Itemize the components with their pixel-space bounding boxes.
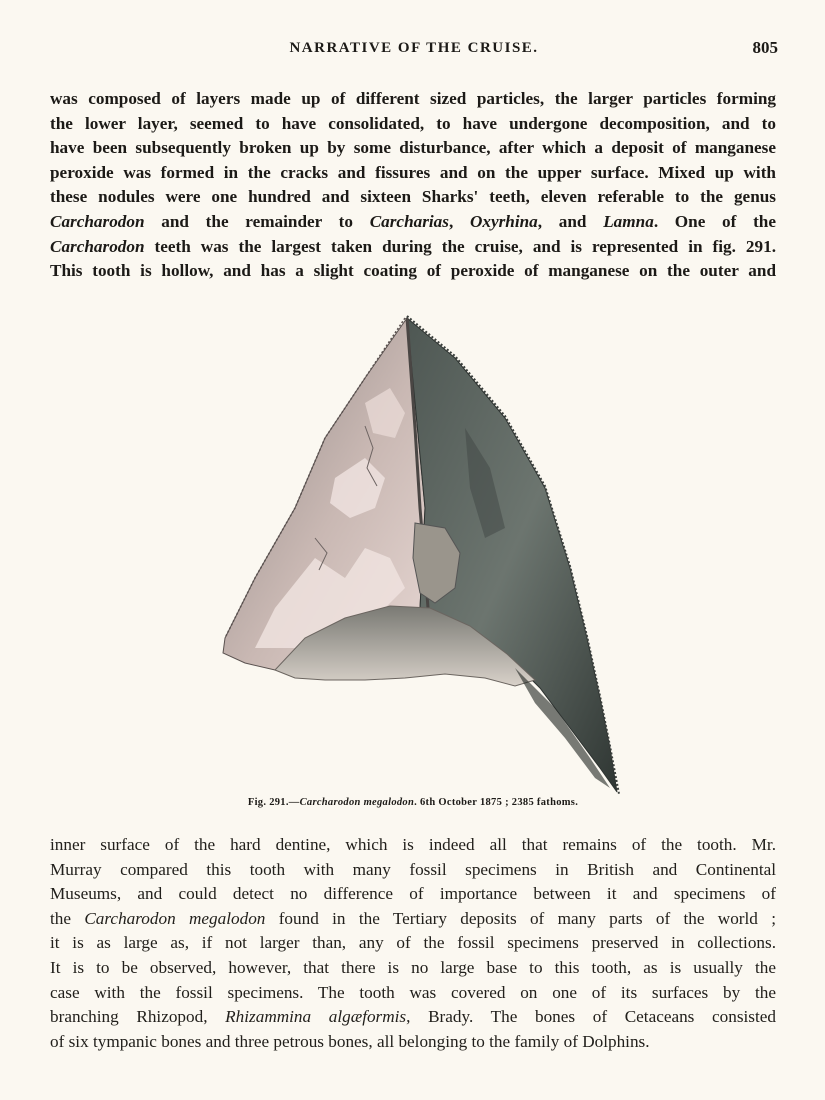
caption-details: . 6th October 1875 ; 2385 fathoms.	[414, 797, 579, 808]
paragraph-upper	[50, 87, 776, 284]
text-line: peroxide was formed in the cracks and fissures and on the upper surface. Mixed up with	[50, 162, 776, 182]
text-fragment: . One of the	[653, 211, 776, 231]
figure-caption	[50, 797, 776, 808]
text-line: of six tympanic bones and three petrous bones, all belonging to the family of Dolphins.	[50, 1031, 650, 1051]
text-line: It is to be observed, however, that there is no large base to this tooth, as is usually the	[50, 957, 776, 977]
running-head	[50, 40, 778, 64]
text-fragment: branching Rhizopod,	[50, 1007, 226, 1027]
text-line	[50, 1005, 776, 1030]
genus-name: Lamna	[603, 211, 654, 231]
genus-name: Carcharodon	[50, 236, 145, 256]
species-name: Carcharodon megalodon	[84, 908, 266, 928]
text-line: the lower layer, seemed to have consolidated, to have undergone decomposition, and to	[50, 113, 776, 133]
genus-name: Oxyrhina	[469, 211, 538, 231]
text-line	[50, 210, 776, 235]
genus-name: Carcharodon	[50, 211, 145, 231]
text-line	[50, 907, 776, 932]
running-title: NARRATIVE OF THE CRUISE.	[289, 40, 539, 56]
text-line: was composed of layers made up of different sized particles, the larger particles forming	[50, 89, 776, 108]
text-line: inner surface of the hard dentine, which is indeed all that remains of the tooth. Mr.	[50, 835, 776, 854]
text-fragment: , and	[537, 211, 604, 231]
shark-tooth-illustration	[215, 308, 635, 800]
caption-label: Fig. 291.—	[247, 797, 300, 808]
text-fragment: , Brady. The bones of Cetaceans consisted	[406, 1007, 776, 1027]
paragraph-lower	[50, 833, 776, 1054]
text-fragment: ,	[448, 211, 470, 231]
text-line: Museums, and could detect no difference of importance between it and specimens of	[50, 884, 776, 904]
text-fragment: found in the Tertiary deposits of many parts of the world ;	[265, 908, 777, 928]
text-fragment: teeth was the largest taken during the cruise, and is represented in fig. 291.	[144, 236, 776, 256]
text-line: it is as large as, if not larger than, any of the fossil specimens preserved in collections.	[50, 933, 776, 953]
text-fragment: the	[50, 908, 85, 928]
text-line: case with the fossil specimens. The tooth was covered on one of its surfaces by the	[50, 982, 776, 1002]
figure-shark-tooth	[215, 308, 635, 800]
text-line: these nodules were one hundred and sixteen Sharks' teeth, eleven referable to the genus	[50, 187, 776, 207]
species-name: Rhizammina algæformis	[225, 1007, 407, 1027]
text-line	[50, 235, 776, 260]
text-fragment: and the remainder to	[144, 211, 370, 231]
caption-species: Carcharodon megalodon	[299, 797, 415, 808]
text-line: This tooth is hollow, and has a slight coating of peroxide of manganese on the outer and	[50, 261, 776, 281]
genus-name: Carcharias	[369, 211, 449, 231]
page-number: 805	[752, 38, 778, 57]
text-line: Murray compared this tooth with many fossil specimens in British and Continental	[50, 859, 776, 879]
text-line: have been subsequently broken up by some disturbance, after which a deposit of manganese	[50, 138, 776, 158]
